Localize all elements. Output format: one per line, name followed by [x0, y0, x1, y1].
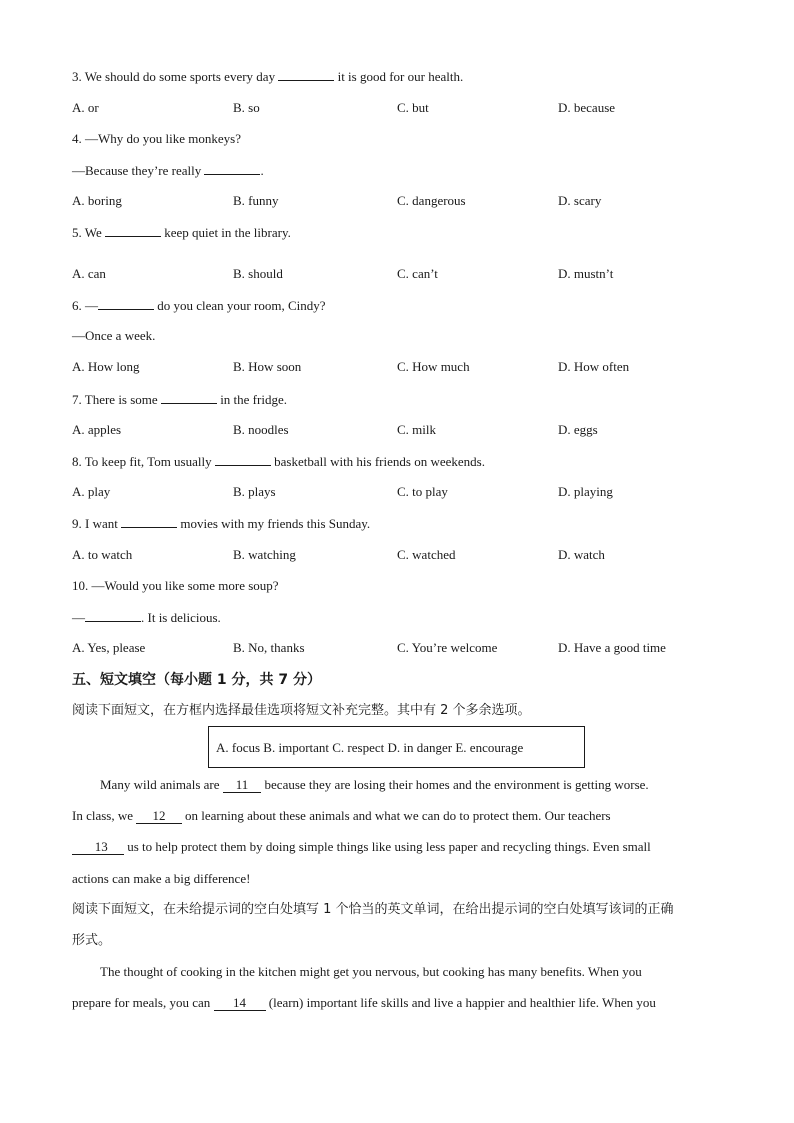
question-3-stem — [72, 68, 463, 85]
stem-text: 9. I want — [72, 516, 122, 531]
passage-text: us to help protect them by doing simple things like using less paper and recycling things. Even small — [124, 839, 651, 854]
question-4-stem: 4. —Why do you like monkeys? — [72, 131, 241, 146]
question-10-response — [72, 609, 221, 626]
passage-line — [100, 777, 649, 793]
question-8-stem — [72, 453, 485, 470]
passage-text: prepare for meals, you can — [72, 995, 214, 1010]
answer-blank[interactable] — [204, 162, 260, 175]
option-c[interactable]: C. to play — [397, 484, 448, 499]
question-6-response: —Once a week. — [72, 328, 156, 343]
answer-blank[interactable] — [85, 609, 141, 622]
option-c[interactable]: C. but — [397, 100, 429, 115]
option-b[interactable]: B. funny — [233, 193, 279, 208]
stem-text: 5. We — [72, 225, 106, 240]
stem-text: . It is delicious. — [141, 610, 221, 625]
answer-blank[interactable] — [161, 391, 217, 404]
answer-blank[interactable] — [278, 68, 334, 81]
answer-blank[interactable] — [98, 297, 154, 310]
stem-text: . — [260, 163, 264, 178]
answer-blank[interactable] — [121, 515, 177, 528]
option-b[interactable]: B. should — [233, 266, 283, 281]
question-10-stem: 10. —Would you like some more soup? — [72, 578, 279, 593]
option-d[interactable]: D. mustn’t — [558, 266, 614, 281]
blank-number: 11 — [235, 777, 249, 792]
option-a[interactable]: A. apples — [72, 422, 122, 437]
option-a[interactable]: A. boring — [72, 193, 122, 208]
passage-line: actions can make a big difference! — [72, 871, 251, 886]
instruction-text: 阅读下面短文，在未给提示词的空白处填写 1 个恰当的英文单词，在给出提示词的空白处填写该词的正确 — [72, 902, 674, 917]
stem-text: keep quiet in the library. — [161, 225, 291, 240]
option-d[interactable]: D. because — [558, 100, 616, 115]
passage-line: The thought of cooking in the kitchen might get you nervous, but cooking has many benefits. When you — [100, 964, 642, 979]
stem-text: 3. We should do some sports every day — [72, 69, 279, 84]
stem-text: movies with my friends this Sunday. — [177, 516, 371, 531]
stem-text: — — [72, 610, 85, 625]
option-a[interactable]: A. or — [72, 100, 99, 115]
option-c[interactable]: C. You’re welcome — [397, 640, 498, 655]
stem-text: do you clean your room, Cindy? — [154, 298, 326, 313]
passage-text: Many wild animals are — [100, 777, 223, 792]
option-c[interactable]: C. milk — [397, 422, 437, 437]
instruction-text: 阅读下面短文，在方框内选择最佳选项将短文补充完整。其中有 2 个多余选项。 — [72, 703, 531, 718]
passage-text: In class, we — [72, 808, 137, 823]
answer-blank-11[interactable] — [223, 777, 262, 793]
answer-blank-14[interactable] — [214, 995, 266, 1011]
passage-line — [72, 808, 611, 824]
option-a[interactable]: A. to watch — [72, 547, 133, 562]
blank-number: 12 — [152, 808, 166, 823]
passage-line — [72, 995, 656, 1011]
option-a[interactable]: A. play — [72, 484, 111, 499]
passage-text: (learn) important life skills and live a happier and healthier life. When you — [265, 995, 656, 1010]
option-c[interactable]: C. can’t — [397, 266, 438, 281]
option-d[interactable]: D. playing — [558, 484, 613, 499]
word-bank-options: A. focus B. important C. respect D. in danger E. encourage — [216, 740, 524, 755]
passage-line — [72, 839, 651, 855]
option-d[interactable]: D. eggs — [558, 422, 598, 437]
stem-text: 6. — — [72, 298, 98, 313]
option-a[interactable]: A. Yes, please — [72, 640, 146, 655]
stem-text: basketball with his friends on weekends. — [270, 454, 485, 469]
passage-text: because they are losing their homes and the environment is getting worse. — [261, 777, 649, 792]
blank-number: 13 — [94, 839, 108, 854]
option-c[interactable]: C. watched — [397, 547, 456, 562]
option-b[interactable]: B. plays — [233, 484, 276, 499]
option-d[interactable]: D. Have a good time — [558, 640, 666, 655]
question-6-stem — [72, 297, 326, 314]
stem-text: it is good for our health. — [334, 69, 464, 84]
answer-blank[interactable] — [105, 224, 161, 237]
option-c[interactable]: C. How much — [397, 359, 470, 374]
answer-blank-13[interactable] — [72, 839, 124, 855]
question-9-stem — [72, 515, 370, 532]
option-b[interactable]: B. No, thanks — [233, 640, 305, 655]
question-4-response — [72, 162, 264, 179]
option-b[interactable]: B. so — [233, 100, 260, 115]
section-heading: 五、短文填空（每小题 1 分，共 7 分） — [72, 672, 321, 688]
answer-blank[interactable] — [215, 453, 271, 466]
option-d[interactable]: D. watch — [558, 547, 605, 562]
option-b[interactable]: B. noodles — [233, 422, 289, 437]
answer-blank-12[interactable] — [136, 808, 182, 824]
instruction-text: 形式。 — [72, 933, 112, 948]
option-d[interactable]: D. How often — [558, 359, 630, 374]
stem-text: —Because they’re really — [72, 163, 205, 178]
stem-text: 8. To keep fit, Tom usually — [72, 454, 215, 469]
option-a[interactable]: A. How long — [72, 359, 140, 374]
stem-text: 7. There is some — [72, 392, 161, 407]
question-5-stem — [72, 224, 291, 241]
stem-text: in the fridge. — [216, 392, 287, 407]
option-b[interactable]: B. watching — [233, 547, 296, 562]
passage-text: on learning about these animals and what we can do to protect them. Our teachers — [181, 808, 611, 823]
option-a[interactable]: A. can — [72, 266, 106, 281]
option-d[interactable]: D. scary — [558, 193, 602, 208]
option-b[interactable]: B. How soon — [233, 359, 302, 374]
option-c[interactable]: C. dangerous — [397, 193, 466, 208]
blank-number: 14 — [233, 995, 246, 1010]
question-7-stem — [72, 391, 287, 408]
